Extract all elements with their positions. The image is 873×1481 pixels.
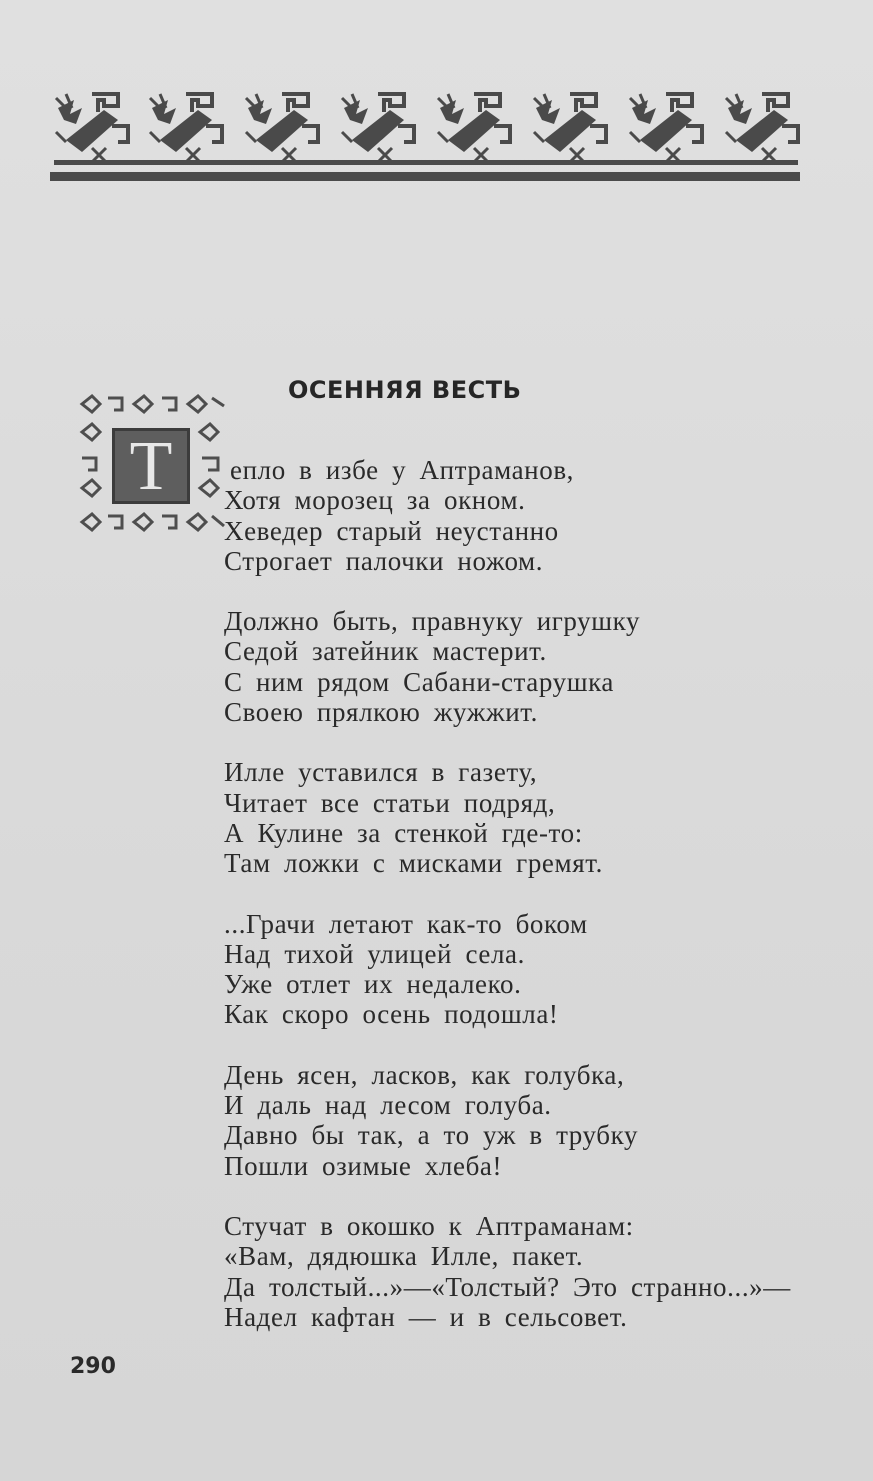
poem-line: епло в избе у Аптраманов, [230,455,575,485]
stanza [224,1211,864,1332]
poem-line: Седой затейник мастерит. [224,636,547,667]
stanza [224,1060,864,1181]
stanza [224,455,864,576]
stanza [224,909,864,1030]
poem-line: «Вам, дядюшка Илле, пакет. [224,1241,584,1272]
poem-line: Стучат в окошко к Аптраманам: [224,1210,634,1241]
poem-line: Хотя морозец за окном. [224,485,526,516]
poem-line: Хеведер старый неустанно [224,515,559,546]
stanza [224,757,864,878]
poem-line: Читает все статьи подряд, [224,787,556,818]
poem-line: Своею прялкою жужжит. [224,697,538,728]
poem-line: Должно быть, правнуку игрушку [224,606,641,637]
page-number: 290 [70,1354,116,1379]
poem-title: ОСЕННЯЯ ВЕСТЬ [288,376,522,404]
drop-cap-letter: Т [112,428,190,504]
poem-line: Давно бы так, а то уж в трубку [224,1120,639,1151]
header-ornament [50,84,800,186]
poem-line: Да толстый...»—«Толстый? Это странно...»— [224,1271,791,1302]
poem-line: День ясен, ласков, как голубка, [224,1059,625,1090]
poem-line: А Кулине за стенкой где-то: [224,817,583,848]
poem-line: Надел кафтан — и в сельсовет. [224,1301,628,1332]
poem-line: Уже отлет их недалеко. [224,969,522,1000]
poem-line: Над тихой улицей села. [224,938,525,969]
poem-line: Как скоро осень подошла! [224,999,559,1030]
poem-line: И даль над лесом голуба. [224,1090,552,1121]
poem-line: Илле уставился в газету, [224,757,538,788]
poem-line: Там ложки с мисками гремят. [224,848,603,879]
poem-line: С ним рядом Сабани-старушка [224,666,614,697]
poem-line: Строгает палочки ножом. [224,545,544,576]
stanza [224,606,864,727]
poem-line: Пошли озимые хлеба! [224,1150,503,1181]
poem-line: ...Грачи летают как-то боком [224,908,588,939]
poem-body [224,455,864,1362]
